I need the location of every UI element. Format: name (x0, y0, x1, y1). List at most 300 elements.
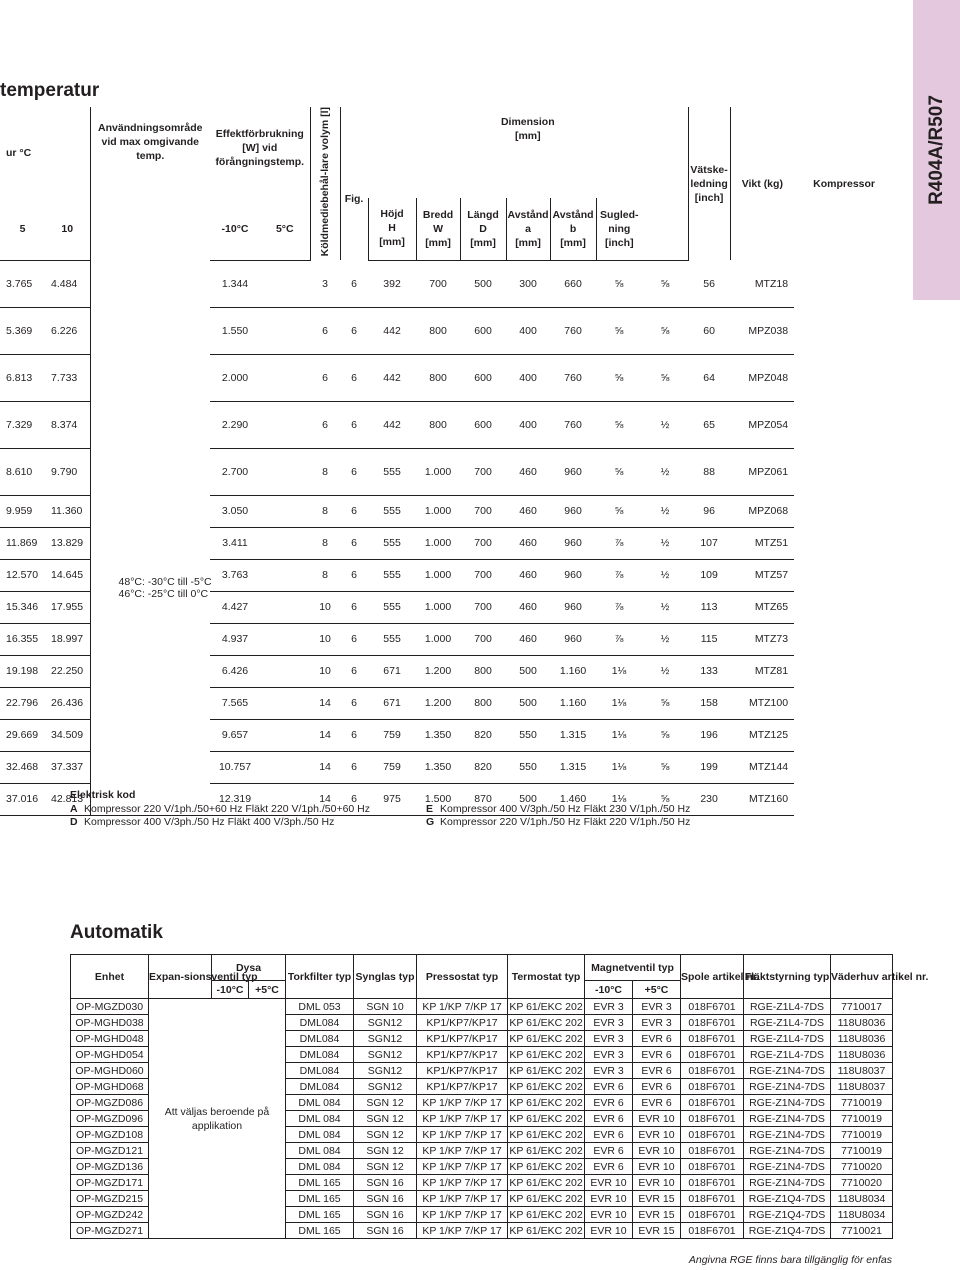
automatik-cell: RGE-Z1L4-7DS (744, 1047, 831, 1063)
automatik-cell: OP-MGZD121 (71, 1143, 149, 1159)
automatik-cell: DML084 (286, 1063, 354, 1079)
spec-cell: 300 (506, 260, 550, 307)
spec-cell: 960 (550, 448, 596, 495)
automatik-cell: 018F6701 (681, 1191, 744, 1207)
spec-cell: 500 (506, 655, 550, 687)
automatik-cell: 7710021 (831, 1223, 893, 1239)
automatik-cell: RGE-Z1N4-7DS (744, 1111, 831, 1127)
spec-cell: 555 (368, 495, 416, 527)
automatik-cell: EVR 6 (633, 1047, 681, 1063)
spec-cell: 400 (506, 401, 550, 448)
expansion-note-cell: Att väljas beroende på applikation (149, 999, 286, 1239)
spec-cell: 37.337 (45, 751, 90, 783)
automatik-cell: KP 61/EKC 202 (509, 1032, 583, 1045)
automatik-cell: 018F6701 (681, 1031, 744, 1047)
automatik-cell: OP-MGHD038 (71, 1015, 149, 1031)
effect-col-minus10: -10°C (210, 198, 260, 260)
automatik-cell: 018F6701 (681, 1223, 744, 1239)
spec-cell: 29.669 (0, 719, 45, 751)
spec-cell: 230 (688, 783, 730, 815)
automatik-cell: EVR 6 (585, 1159, 633, 1175)
automatik-cell: KP 61/EKC 202 (509, 1112, 583, 1125)
vaderhuv-header: Väderhuv artikel nr. (831, 955, 893, 999)
spec-cell-empty (260, 623, 310, 655)
automatik-cell: EVR 3 (633, 1015, 681, 1031)
automatik-cell: 018F6701 (681, 1175, 744, 1191)
automatik-cell: RGE-Z1Q4-7DS (744, 1191, 831, 1207)
automatik-cell: DML084 (286, 1079, 354, 1095)
spec-cell: 1.000 (416, 495, 460, 527)
spec-cell: 6 (340, 623, 368, 655)
automatik-cell: RGE-Z1N4-7DS (744, 1095, 831, 1111)
spec-cell: 13.829 (45, 527, 90, 559)
section-title-automatik: Automatik (70, 922, 163, 943)
spec-cell: MTZ100 (730, 687, 794, 719)
spec-cell: 8.374 (45, 401, 90, 448)
automatik-cell: SGN12 (354, 1047, 417, 1063)
avstand-a-header: Avstånd a [mm] (506, 198, 550, 260)
spec-cell: 7.565 (210, 687, 260, 719)
spec-cell: 22.250 (45, 655, 90, 687)
automatik-cell: EVR 6 (585, 1079, 633, 1095)
spec-cell: 17.955 (45, 591, 90, 623)
automatik-cell: EVR 6 (585, 1095, 633, 1111)
spec-cell: 12.570 (0, 559, 45, 591)
enhet-header: Enhet (71, 955, 149, 999)
spec-cell: 6 (340, 495, 368, 527)
automatik-cell: KP 61/EKC 202 (509, 1016, 583, 1029)
spec-cell: 1.000 (416, 591, 460, 623)
spec-cell: 10.757 (210, 751, 260, 783)
spec-cell: 460 (506, 495, 550, 527)
spec-cell: ⅞ (596, 527, 642, 559)
spec-cell: ⅝ (642, 354, 688, 401)
spec-cell: 12.319 (210, 783, 260, 815)
temp-col-10: 10 (45, 198, 90, 260)
spec-cell: MTZ51 (730, 527, 794, 559)
spec-cell: ⅝ (596, 260, 642, 307)
automatik-cell: KP 61/EKC 202 (509, 1096, 583, 1109)
spec-cell: 9.790 (45, 448, 90, 495)
bredd-header: Bredd W [mm] (416, 198, 460, 260)
spec-cell: ½ (642, 527, 688, 559)
spec-cell: ⅝ (596, 354, 642, 401)
vatske-header: Vätske- ledning [inch] (688, 107, 730, 260)
spec-cell: 88 (688, 448, 730, 495)
automatik-cell: EVR 15 (633, 1207, 681, 1223)
automatik-cell: RGE-Z1N4-7DS (744, 1143, 831, 1159)
spec-cell: 96 (688, 495, 730, 527)
spec-cell: 7.329 (0, 401, 45, 448)
spec-cell: 199 (688, 751, 730, 783)
automatik-cell: KP 61/EKC 202 (509, 1128, 583, 1141)
volume-header: Köldmediebehål-lare volym [l] (310, 107, 340, 260)
magnet-col-plus5: +5°C (633, 981, 681, 999)
spec-cell: 6.226 (45, 307, 90, 354)
automatik-cell: SGN 12 (354, 1159, 417, 1175)
automatik-cell: RGE-Z1L4-7DS (744, 1015, 831, 1031)
spec-cell: 700 (460, 495, 506, 527)
spec-cell: ⅝ (642, 783, 688, 815)
spec-cell: 960 (550, 527, 596, 559)
automatik-cell: 018F6701 (681, 1111, 744, 1127)
spec-cell: 133 (688, 655, 730, 687)
dysa-col-plus5: +5°C (249, 981, 286, 999)
automatik-cell: RGE-Z1N4-7DS (744, 1127, 831, 1143)
spec-cell: 3.763 (210, 559, 260, 591)
spec-cell: 1.344 (210, 260, 260, 307)
spec-cell: 660 (550, 260, 596, 307)
spec-cell: 14 (310, 687, 340, 719)
automatik-cell: EVR 6 (633, 1063, 681, 1079)
spec-cell: MTZ65 (730, 591, 794, 623)
automatik-cell: EVR 6 (633, 1031, 681, 1047)
spec-cell: 34.509 (45, 719, 90, 751)
spec-cell: 600 (460, 307, 506, 354)
automatik-cell: EVR 3 (585, 1031, 633, 1047)
fig-header: Fig. (340, 107, 368, 260)
spec-cell: 870 (460, 783, 506, 815)
automatik-cell: OP-MGHD054 (71, 1047, 149, 1063)
automatik-cell: OP-MGZD096 (71, 1111, 149, 1127)
spec-cell: 550 (506, 719, 550, 751)
spec-cell: 2.700 (210, 448, 260, 495)
spec-cell: 9.959 (0, 495, 45, 527)
automatik-cell: EVR 10 (633, 1175, 681, 1191)
automatik-cell: DML 165 (286, 1207, 354, 1223)
usage-range-line: 46°C: -25°C till 0°C (118, 587, 209, 600)
kompressor-header: Kompressor (813, 177, 875, 190)
automatik-cell: 7710020 (831, 1175, 893, 1191)
spec-cell: 65 (688, 401, 730, 448)
spec-cell: MTZ18 (730, 260, 794, 307)
spec-cell: 1.000 (416, 527, 460, 559)
effect-header: Effektförbrukning [W] vid förångningstemp. (215, 128, 305, 168)
spec-cell: 1.350 (416, 751, 460, 783)
spec-cell-empty (260, 495, 310, 527)
automatik-cell: OP-MGZD171 (71, 1175, 149, 1191)
legend-item-a: A Kompressor 220 V/1ph./50+60 Hz Fläkt 220 V/1ph./50+60 Hz (70, 802, 371, 815)
automatik-cell: SGN 16 (354, 1223, 417, 1239)
spec-cell: 500 (506, 687, 550, 719)
spec-cell: ½ (642, 559, 688, 591)
automatik-cell: DML 053 (286, 999, 354, 1015)
automatik-cell: KP1/KP7/KP17 (417, 1047, 508, 1063)
automatik-cell: 018F6701 (681, 999, 744, 1015)
spec-cell: 460 (506, 527, 550, 559)
automatik-cell: EVR 10 (585, 1175, 633, 1191)
automatik-cell: 118U8036 (831, 1047, 893, 1063)
spec-cell: ⅞ (596, 591, 642, 623)
automatik-cell: SGN 12 (354, 1127, 417, 1143)
spec-cell: 1.315 (550, 751, 596, 783)
spec-cell: 6 (340, 448, 368, 495)
spec-cell: 555 (368, 527, 416, 559)
spec-cell: MPZ038 (730, 307, 794, 354)
spole-header: Spole artikel nr. (681, 955, 744, 999)
refrigerant-label: R404A/R507 (925, 95, 947, 205)
spec-cell: ½ (642, 655, 688, 687)
temp-col-5: 5 (0, 198, 45, 260)
spec-cell-empty (260, 687, 310, 719)
automatik-cell: KP 61/EKC 202 (509, 1208, 583, 1221)
automatik-cell: SGN12 (354, 1063, 417, 1079)
spec-cell: 6 (340, 751, 368, 783)
automatik-cell: OP-MGZD271 (71, 1223, 149, 1239)
automatik-cell: 018F6701 (681, 1095, 744, 1111)
automatik-cell: EVR 15 (633, 1223, 681, 1239)
automatik-cell: RGE-Z1N4-7DS (744, 1159, 831, 1175)
automatik-cell: KP 61/EKC 202 (509, 1144, 583, 1157)
automatik-cell: KP 61/EKC 202 (509, 1000, 583, 1013)
flaktstyrning-header: Fläktstyrning typ (744, 955, 831, 999)
spec-cell: 700 (460, 591, 506, 623)
spec-cell: 6 (340, 783, 368, 815)
spec-cell: 37.016 (0, 783, 45, 815)
spec-cell: 1.000 (416, 559, 460, 591)
spec-cell-empty (260, 260, 310, 307)
automatik-cell: RGE-Z1Q4-7DS (744, 1207, 831, 1223)
automatik-cell: DML084 (286, 1031, 354, 1047)
automatik-cell: EVR 10 (585, 1223, 633, 1239)
automatik-cell: 7710020 (831, 1159, 893, 1175)
spec-cell: 4.937 (210, 623, 260, 655)
automatik-cell: 018F6701 (681, 1079, 744, 1095)
spec-cell: 10 (310, 655, 340, 687)
automatik-cell: DML 084 (286, 1143, 354, 1159)
automatik-cell: SGN12 (354, 1079, 417, 1095)
automatik-cell: KP1/KP7/KP17 (417, 1079, 508, 1095)
spec-cell: 460 (506, 559, 550, 591)
automatik-cell: SGN 16 (354, 1207, 417, 1223)
spec-cell: 6.813 (0, 354, 45, 401)
automatik-cell: 7710019 (831, 1111, 893, 1127)
dysa-header: Dysa (212, 955, 286, 981)
hojd-header: Höjd H [mm] (368, 198, 416, 260)
spec-cell: 460 (506, 448, 550, 495)
automatik-cell: 7710019 (831, 1095, 893, 1111)
spec-cell: 6 (340, 307, 368, 354)
automatik-cell: SGN 12 (354, 1095, 417, 1111)
automatik-cell: OP-MGZD030 (71, 999, 149, 1015)
automatik-cell: 118U8037 (831, 1079, 893, 1095)
automatik-cell: RGE-Z1N4-7DS (744, 1079, 831, 1095)
automatik-cell: KP 1/KP 7/KP 17 (417, 1159, 508, 1175)
automatik-cell: KP 1/KP 7/KP 17 (417, 999, 508, 1015)
spec-cell: 26.436 (45, 687, 90, 719)
spec-cell: 60 (688, 307, 730, 354)
spec-cell: 1⅛ (596, 655, 642, 687)
spec-cell: 42.813 (45, 783, 90, 815)
usage-header: Användningsområde vid max omgivande temp. (90, 107, 210, 260)
automatik-cell: EVR 15 (633, 1191, 681, 1207)
spec-cell: ⅞ (596, 559, 642, 591)
automatik-cell: KP 61/EKC 202 (509, 1160, 583, 1173)
automatik-cell: RGE-Z1Q4-7DS (744, 1223, 831, 1239)
spec-cell: 671 (368, 687, 416, 719)
spec-cell: 442 (368, 401, 416, 448)
spec-cell: 6 (340, 401, 368, 448)
spec-cell: 6 (310, 354, 340, 401)
spec-cell: ⅝ (596, 448, 642, 495)
automatik-cell: 118U8034 (831, 1207, 893, 1223)
automatik-cell: OP-MGZD242 (71, 1207, 149, 1223)
automatik-cell: KP 1/KP 7/KP 17 (417, 1175, 508, 1191)
automatik-cell: SGN 16 (354, 1175, 417, 1191)
automatik-cell: KP 1/KP 7/KP 17 (417, 1095, 508, 1111)
automatik-cell: EVR 3 (585, 1063, 633, 1079)
spec-cell: 555 (368, 591, 416, 623)
spec-cell: ½ (642, 401, 688, 448)
pressostat-header: Pressostat typ (417, 955, 508, 999)
automatik-cell: KP 1/KP 7/KP 17 (417, 1207, 508, 1223)
spec-cell: 1.160 (550, 687, 596, 719)
automatik-cell: OP-MGZD108 (71, 1127, 149, 1143)
spec-cell: 5.369 (0, 307, 45, 354)
automatik-cell: EVR 6 (633, 1079, 681, 1095)
legend-heading: Elektrisk kod (70, 789, 136, 801)
spec-cell: 3.765 (0, 260, 45, 307)
temp-unit-header: ur °C (6, 146, 32, 159)
usage-range-line: 48°C: -30°C till -5°C (118, 575, 212, 588)
spec-cell: 6 (340, 687, 368, 719)
spec-cell: 11.869 (0, 527, 45, 559)
automatik-cell: KP 61/EKC 202 (509, 1176, 583, 1189)
automatik-cell: EVR 10 (633, 1111, 681, 1127)
automatik-cell: 7710019 (831, 1143, 893, 1159)
spec-cell: 3.411 (210, 527, 260, 559)
spec-cell: 1⅛ (596, 719, 642, 751)
spec-cell: 64 (688, 354, 730, 401)
dysa-col-minus10: -10°C (212, 981, 249, 999)
spec-cell: ½ (642, 591, 688, 623)
automatik-cell: SGN 10 (354, 999, 417, 1015)
spec-cell: 15.346 (0, 591, 45, 623)
spec-cell: 760 (550, 307, 596, 354)
spec-cell: 2.290 (210, 401, 260, 448)
automatik-cell: KP 61/EKC 202 (509, 1192, 583, 1205)
spec-cell: 109 (688, 559, 730, 591)
automatik-cell: OP-MGZD136 (71, 1159, 149, 1175)
automatik-cell: OP-MGHD068 (71, 1079, 149, 1095)
spec-cell: 1.000 (416, 448, 460, 495)
sugledning-header: Sugled- ning [inch] (596, 198, 642, 260)
automatik-cell: 018F6701 (681, 1047, 744, 1063)
spec-cell: MPZ068 (730, 495, 794, 527)
spec-cell-empty (260, 591, 310, 623)
spec-cell: 555 (368, 448, 416, 495)
spec-cell: 1.315 (550, 719, 596, 751)
spec-cell: ⅝ (642, 719, 688, 751)
automatik-cell: KP 61/EKC 202 (509, 1080, 583, 1093)
spec-cell: 1⅛ (596, 687, 642, 719)
spec-cell: 759 (368, 751, 416, 783)
vikt-header: Vikt (kg) (730, 107, 794, 260)
side-tab-label (913, 0, 960, 300)
spec-cell: MPZ048 (730, 354, 794, 401)
spec-cell: ⅞ (596, 623, 642, 655)
spec-cell: 14 (310, 719, 340, 751)
spec-cell-empty (260, 655, 310, 687)
automatik-cell: KP 1/KP 7/KP 17 (417, 1127, 508, 1143)
spec-cell: MTZ125 (730, 719, 794, 751)
spec-cell: 1⅛ (596, 751, 642, 783)
spec-cell: 760 (550, 354, 596, 401)
spec-cell: 11.360 (45, 495, 90, 527)
spec-cell-empty (260, 401, 310, 448)
automatik-cell: 018F6701 (681, 1143, 744, 1159)
spec-cell: 6 (340, 559, 368, 591)
spec-cell: 9.657 (210, 719, 260, 751)
spec-cell: 8 (310, 527, 340, 559)
spec-cell: 6 (340, 719, 368, 751)
spec-cell: 960 (550, 559, 596, 591)
spec-cell: ⅝ (642, 687, 688, 719)
automatik-cell: EVR 3 (633, 999, 681, 1015)
automatik-cell: 018F6701 (681, 1063, 744, 1079)
spec-cell: 6 (340, 655, 368, 687)
automatik-cell: EVR 6 (585, 1111, 633, 1127)
avstand-b-header: Avstånd b [mm] (550, 198, 596, 260)
spec-cell-empty (260, 307, 310, 354)
spec-cell: 6 (340, 354, 368, 401)
spec-cell: 1⅛ (596, 783, 642, 815)
spec-cell: 14 (310, 783, 340, 815)
automatik-cell: OP-MGZD086 (71, 1095, 149, 1111)
spec-cell: 820 (460, 751, 506, 783)
automatik-cell: KP1/KP7/KP17 (417, 1031, 508, 1047)
spec-cell: 392 (368, 260, 416, 307)
spec-cell-empty (260, 448, 310, 495)
spec-cell: 19.198 (0, 655, 45, 687)
spec-cell: ⅝ (642, 260, 688, 307)
section-title-temperatur: temperatur (0, 80, 100, 101)
spec-cell: 800 (460, 687, 506, 719)
spec-cell: 22.796 (0, 687, 45, 719)
spec-cell: MPZ054 (730, 401, 794, 448)
expansionsventil-header: Expan-sionsventil typ (149, 955, 212, 999)
automatik-cell: DML084 (286, 1047, 354, 1063)
spec-cell-empty (260, 354, 310, 401)
spec-cell: 442 (368, 354, 416, 401)
spec-cell: 8 (310, 448, 340, 495)
automatik-cell: 118U8037 (831, 1063, 893, 1079)
legend-item-g: G Kompressor 220 V/1ph./50 Hz Fläkt 220 V/1ph./50 Hz (426, 816, 691, 828)
spec-cell: ⅝ (642, 307, 688, 354)
automatik-cell: EVR 10 (633, 1127, 681, 1143)
spec-cell: 975 (368, 783, 416, 815)
automatik-cell: KP 1/KP 7/KP 17 (417, 1143, 508, 1159)
automatik-cell: SGN 12 (354, 1143, 417, 1159)
spec-cell: 1.550 (210, 307, 260, 354)
spec-cell: 18.997 (45, 623, 90, 655)
magnetventil-header: Magnetventil typ (585, 955, 681, 981)
spec-cell: 1.500 (416, 783, 460, 815)
automatik-cell: DML 165 (286, 1175, 354, 1191)
spec-cell: 800 (460, 655, 506, 687)
automatik-cell: KP 61/EKC 202 (509, 1048, 583, 1061)
usage-range-cell (90, 260, 210, 815)
spec-cell: 113 (688, 591, 730, 623)
spec-cell: 400 (506, 354, 550, 401)
spec-cell: 460 (506, 591, 550, 623)
spec-cell: 800 (416, 307, 460, 354)
automatik-cell: EVR 3 (585, 999, 633, 1015)
automatik-cell: EVR 10 (633, 1143, 681, 1159)
spec-row (0, 260, 894, 307)
spec-cell: 700 (460, 527, 506, 559)
spec-cell: MTZ81 (730, 655, 794, 687)
